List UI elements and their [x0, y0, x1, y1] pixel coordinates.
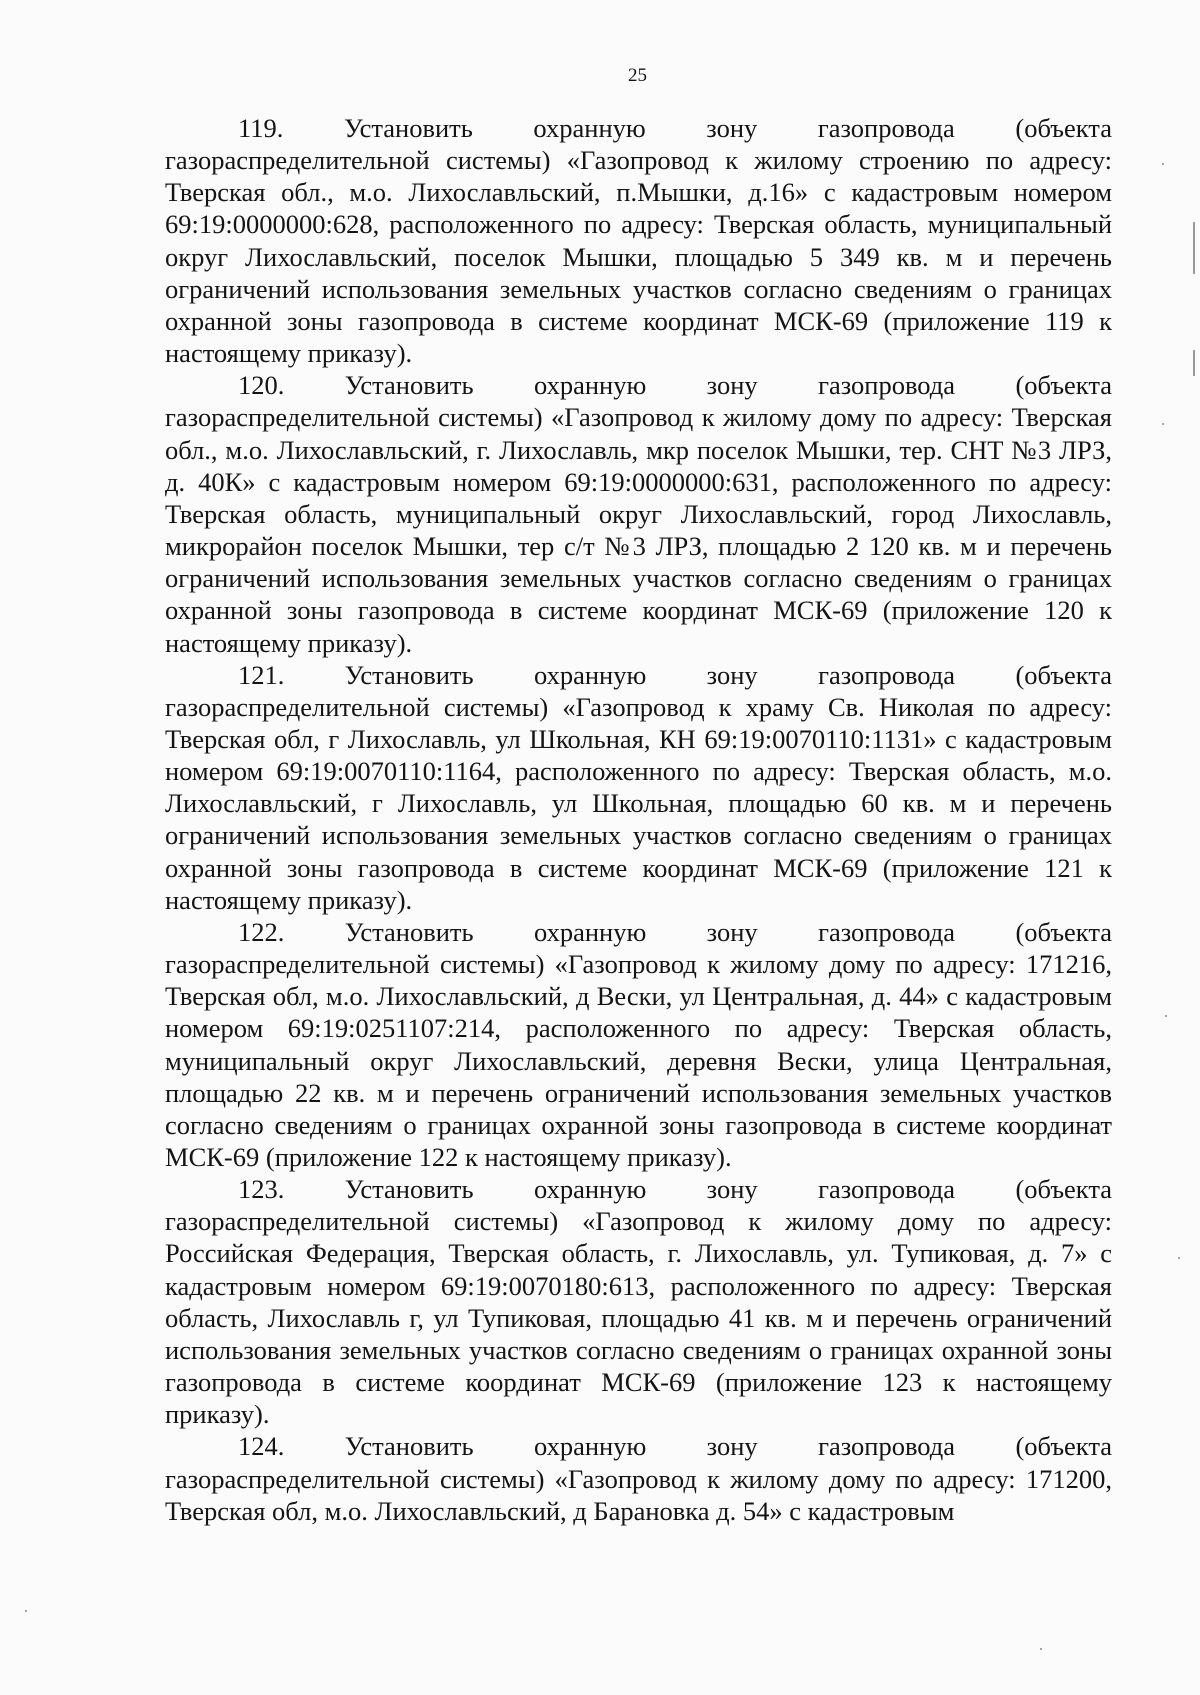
paragraph-number: 124. [238, 1431, 285, 1462]
scan-speck [25, 1610, 27, 1612]
lead-word: зону [706, 113, 758, 143]
lead-word: газопровода [818, 916, 956, 947]
lead-word: (объекта [1015, 1174, 1112, 1205]
scan-speck [1162, 163, 1164, 165]
paragraph-lead-line [165, 1173, 1112, 1205]
lead-word: зону [706, 1431, 758, 1462]
paragraph-text: газораспределительной системы) «Газопровод к храму Св. Николая по адресу: Тверская обл, г Лихославль, ул Школьная, КН 69:19:0070110:1131» с кадастровым номером 69:19:0070110:1164, расположенного по адресу: Тверская область, м.о. Лихославльский, г Лихославль, ул Школьная, площадью 60 кв. м и перечень ограничений использования земельных участков согласно сведениям о границах охранной зоны газопровода в системе координат МСК-69 (приложение 121 к настоящему приказу). [165, 691, 1112, 915]
lead-word: зону [706, 659, 758, 690]
lead-word: Установить [344, 1174, 474, 1205]
lead-word: охранную [534, 1431, 647, 1462]
scan-edge-mark [1193, 350, 1195, 376]
lead-word: охранную [533, 113, 646, 143]
lead-word: газопровода [818, 1174, 956, 1205]
paragraph-number: 122. [238, 916, 285, 947]
page-number: 25 [628, 65, 647, 86]
paragraph-text: газораспределительной системы) «Газопровод к жилому дому по адресу: Тверская обл., м.о. Лихославльский, г. Лихославль, мкр поселок Мышки, тер. СНТ №3 ЛРЗ, д. 40К» с кадастровым номером 69:19:0000000:631, расположенного по адресу: Тверская область, муниципальный округ Лихославльский, город Лихославль, микрорайон поселок Мышки, тер с/т №3 ЛРЗ, площадью 2 120 кв. м и перечень ограничений использования земельных участков согласно сведениям о границах охранной зоны газопровода в системе координат МСК-69 (приложение 120 к настоящему приказу). [165, 402, 1112, 658]
paragraph-119 [165, 112, 1112, 369]
scan-edge-mark [1193, 222, 1195, 274]
lead-word: (объекта [1015, 659, 1112, 690]
lead-word: зону [706, 1174, 758, 1205]
paragraph-number: 123. [238, 1174, 285, 1205]
lead-word: Установить [344, 659, 474, 690]
paragraph-lead-line [165, 112, 1112, 144]
paragraph-lead-line [165, 916, 1112, 948]
paragraph-text: газораспределительной системы) «Газопровод к жилому дому по адресу: 171200, Тверская обл, м.о. Лихославльский, д Барановка д. 54» с кадастровым [165, 1463, 1112, 1526]
paragraph-lead-line [165, 369, 1112, 401]
lead-word: Установить [344, 113, 473, 143]
scan-speck [1165, 1015, 1167, 1017]
lead-word: зону [706, 916, 758, 947]
lead-word: газопровода [818, 370, 956, 401]
lead-word: газопровода [818, 1431, 956, 1462]
lead-word: газопровода [818, 659, 956, 690]
paragraph-text: газораспределительной системы) «Газопровод к жилому дому по адресу: 171216, Тверская обл, м.о. Лихославльский, д Вески, ул Центральная, д. 44» с кадастровым номером 69:19:0251107:214, расположенного по адресу: Тверская область, муниципальный округ Лихославльский, деревня Вески, улица Центральная, площадью 22 кв. м и перечень ограничений использования земельных участков согласно сведениям о границах охранной зоны газопровода в системе координат МСК-69 (приложение 122 к настоящему приказу). [165, 949, 1112, 1172]
lead-word: охранную [534, 659, 647, 690]
scan-speck [1178, 1257, 1180, 1259]
lead-word: газопровода [817, 113, 955, 143]
paragraph-121 [165, 659, 1112, 916]
lead-word: (объекта [1015, 113, 1112, 143]
scan-speck [1162, 423, 1164, 425]
paragraph-text: газораспределительной системы) «Газопровод к жилому строению по адресу: Тверская обл., м.о. Лихославльский, п.Мышки, д.16» с кадастровым номером 69:19:0000000:628, расположенного по адресу: Тверская область, муниципальный округ Лихославльский, поселок Мышки, площадью 5 349 кв. м и перечень ограничений использования земельных участков согласно сведениям о границах охранной зоны газопровода в системе координат МСК-69 (приложение 119 к настоящему приказу). [165, 145, 1112, 369]
scan-speck [1040, 1648, 1042, 1650]
paragraph-124 [165, 1430, 1112, 1526]
paragraph-122 [165, 916, 1112, 1173]
lead-word: Установить [344, 1431, 474, 1462]
paragraph-120 [165, 369, 1112, 658]
lead-word: охранную [534, 370, 647, 401]
lead-word: Установить [344, 370, 474, 401]
paragraph-text: газораспределительной системы) «Газопровод к жилому дому по адресу: Российская Федерация, Тверская область, г. Лихославль, ул. Тупиковая, д. 7» с кадастровым номером 69:19:0070180:613, расположенного по адресу: Тверская область, Лихославль г, ул Тупиковая, площадью 41 кв. м и перечень ограничений использования земельных участков согласно сведениям о границах охранной зоны газопровода в системе координат МСК-69 (приложение 123 к настоящему приказу). [165, 1206, 1112, 1430]
lead-word: (объекта [1015, 1431, 1112, 1462]
paragraph-number: 119. [238, 113, 284, 143]
paragraph-number: 120. [238, 370, 285, 401]
paragraph-number: 121. [238, 659, 285, 690]
paragraph-lead-line [165, 1430, 1112, 1462]
paragraph-lead-line [165, 659, 1112, 691]
lead-word: (объекта [1015, 916, 1112, 947]
lead-word: зону [706, 370, 758, 401]
paragraph-123 [165, 1173, 1112, 1430]
document-body [165, 112, 1112, 1527]
lead-word: охранную [534, 916, 647, 947]
lead-word: (объекта [1015, 370, 1112, 401]
lead-word: охранную [534, 1174, 647, 1205]
lead-word: Установить [344, 916, 474, 947]
